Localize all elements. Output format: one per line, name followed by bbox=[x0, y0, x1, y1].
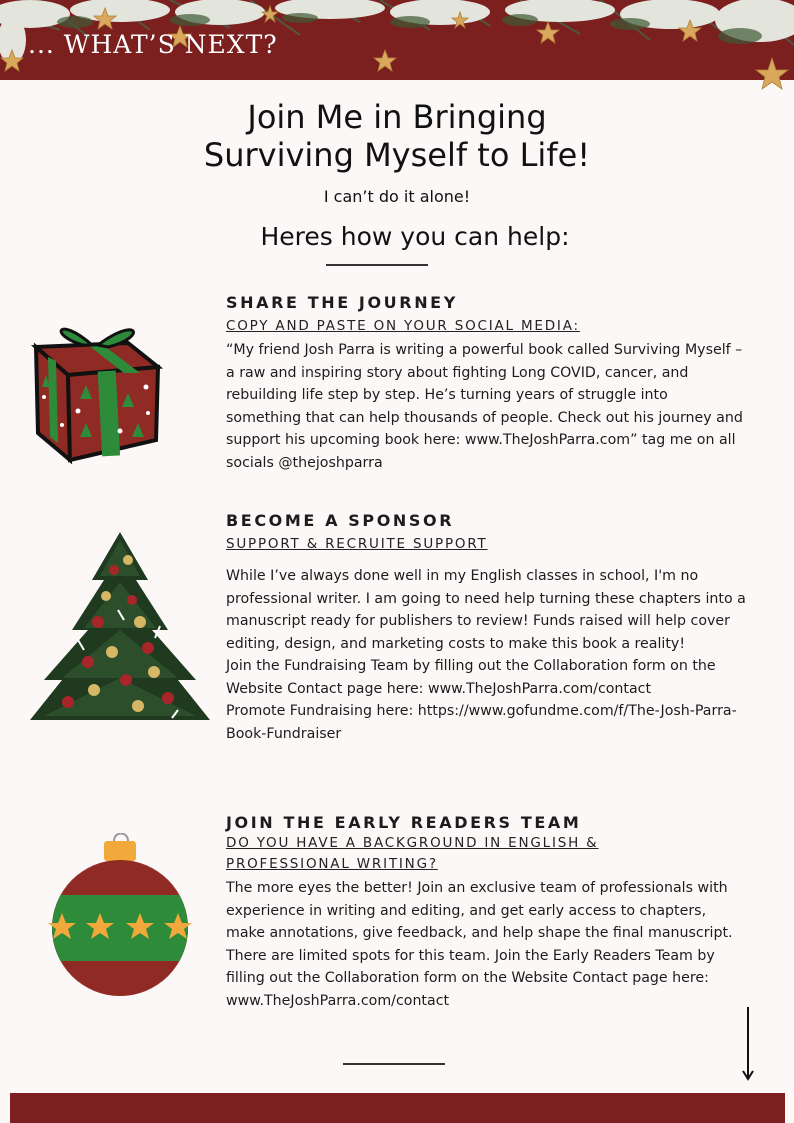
ornament-icon bbox=[48, 833, 193, 998]
section-paragraph: Join the Fundraising Team by filling out the Collaboration form on the Website Contact page here: www.TheJoshParra.com/contact bbox=[226, 658, 716, 697]
section-heading: SHARE THE JOURNEY bbox=[226, 293, 458, 312]
section-heading: JOIN THE EARLY READERS TEAM bbox=[226, 813, 582, 832]
page-title bbox=[0, 98, 794, 174]
subtitle: I can’t do it alone! bbox=[323, 187, 471, 206]
section-body bbox=[226, 339, 746, 474]
section-become-sponsor bbox=[226, 509, 746, 745]
divider-bottom bbox=[343, 1063, 445, 1065]
section-heading: BECOME A SPONSOR bbox=[226, 511, 455, 530]
section-paragraph: Promote Fundraising here: https://www.gofundme.com/f/The-Josh-Parra-Book-Fundraiser bbox=[226, 703, 737, 742]
section-subheading: DO YOU HAVE A BACKGROUND IN ENGLISH & PROFESSIONAL WRITING? bbox=[226, 835, 599, 872]
divider-top bbox=[326, 264, 428, 266]
help-heading: Heres how you can help: bbox=[260, 222, 570, 251]
section-paragraph: “My friend Josh Parra is writing a powerful book called Surviving Myself – a raw and inspiring story about fighting Long COVID, cancer, and rebuilding life step by step. He’s turning years of struggle into something that can help thousands of people. Check out his journey and support his upcoming book here: www.TheJoshParra.com” tag me on all socials @thejoshparra bbox=[226, 342, 743, 471]
section-body bbox=[226, 565, 746, 745]
title-line-1: Join Me in Bringing bbox=[247, 98, 547, 136]
footer-bar bbox=[10, 1093, 785, 1123]
banner-title: ... WHAT’S NEXT? bbox=[28, 30, 278, 59]
section-subheading: SUPPORT & RECRUITE SUPPORT bbox=[226, 536, 488, 552]
gift-icon bbox=[28, 315, 168, 465]
section-paragraph: While I’ve always done well in my English classes in school, I'm no professional writer. I am going to need help turning these chapters into a manuscript ready for publishers to review! Funds raised will help cover editing, design, and marketing costs to make this book a reality! bbox=[226, 568, 746, 652]
section-subheading: COPY AND PASTE ON YOUR SOCIAL MEDIA: bbox=[226, 318, 580, 334]
down-arrow-icon[interactable] bbox=[738, 1005, 758, 1083]
section-early-readers bbox=[226, 811, 746, 1012]
section-body bbox=[226, 877, 746, 1012]
section-paragraph: The more eyes the better! Join an exclusive team of professionals with experience in writing and editing, and get early access to chapters, make annotations, give feedback, and help shape the final manuscript. There are limited spots for this team. Join the Early Readers Team by filling out the Collaboration form on the Website Contact page here: www.TheJoshParra.com/contact bbox=[226, 880, 733, 1009]
title-line-2: Surviving Myself to Life! bbox=[203, 136, 591, 174]
section-share-journey bbox=[226, 291, 746, 474]
christmas-tree-icon bbox=[28, 530, 213, 725]
